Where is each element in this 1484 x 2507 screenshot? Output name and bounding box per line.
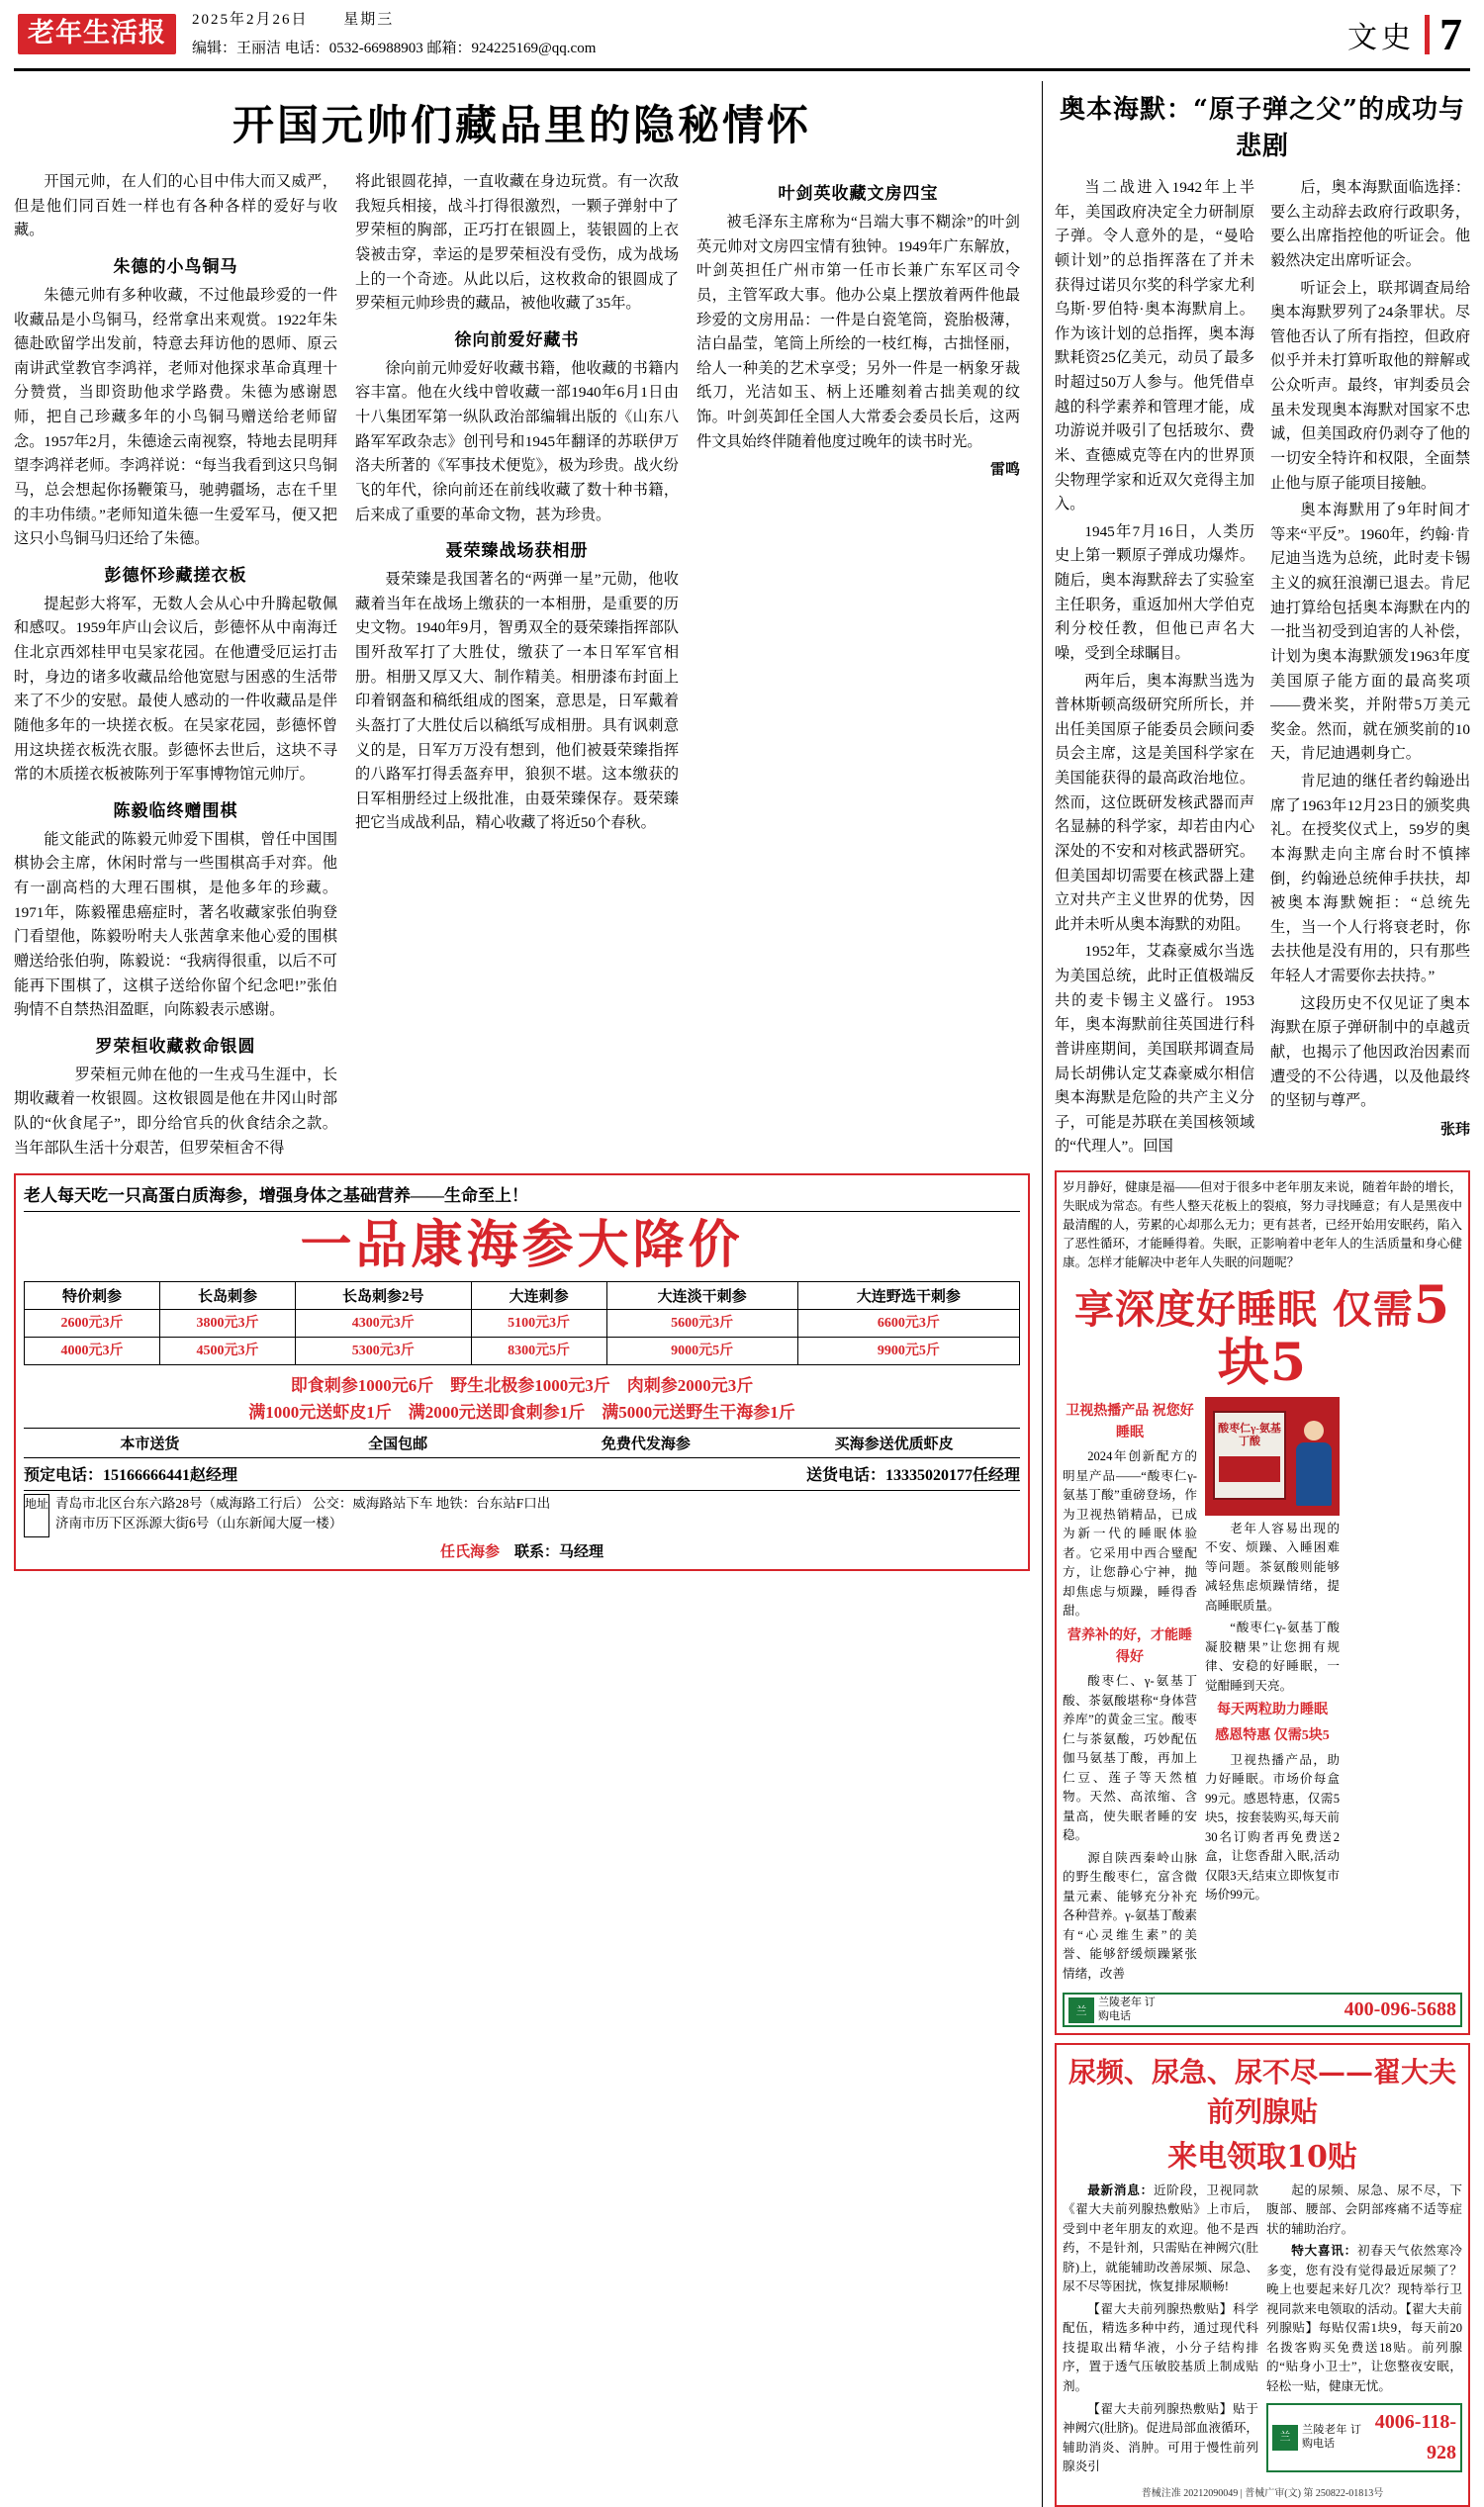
price-table-header-row	[25, 1282, 1020, 1310]
promo-item: 即食刺参1000元6斤	[290, 1376, 434, 1396]
ad-prostate-lead-label: 最新消息：	[1087, 2182, 1154, 2197]
article1-para-6: 聂荣臻是我国著名的“两弹一星”元勋，他收藏着当年在战场上缴获的一本相册，是重要的历史文物。1940年9月，智勇双全的聂荣臻指挥部队围歼敌军打了大胜仗，缴获了一本日军军官相册。相册又厚又大、制作精美。相册漆布封面上印着钢盔和稿纸组成的图案，意思是，日军戴着头盔打了大胜仗后以稿纸写成相册。具有讽刺意义的是，日军万万没有想到，他们被聂荣臻指挥的八路军打得丢盔弃甲，狼狈不堪。这本缴获的日军相册经过上级批准，由聂荣臻保存。聂荣臻把它当成战利品，精心收藏了将近50个春秋。	[355, 571, 679, 832]
article2-byline: 张玮	[1439, 1121, 1470, 1138]
promo-item: 野生北极参1000元3斤	[450, 1376, 610, 1396]
section-name: 文史	[1347, 21, 1415, 54]
product-package	[1213, 1411, 1286, 1500]
ad-sleep-order-brand: 兰陵老年 订购电话	[1098, 1996, 1156, 2022]
delivery-phone-value[interactable]: 13335020177任经理	[884, 1467, 1020, 1485]
ad-prostate-special-label: 特大喜讯：	[1291, 2244, 1357, 2259]
page-number: 7	[1439, 9, 1466, 59]
ad-prostate-special-text: 初春天气依然寒冷多变，您有没有觉得最近尿频了？晚上也要起来好几次？现特举行卫视同款来电领取的活动。【翟大夫前列腺贴】每贴仅需1块9，每天前20名拨客购买免费送18贴。前列腺的“贴身小卫士”，让您整夜安眠，轻松一贴，健康无忧。	[1266, 2244, 1463, 2393]
contact-person: 联系：马经理	[514, 1544, 604, 1561]
ad-prostate-para-4	[1266, 2242, 1462, 2396]
article1-columns	[14, 170, 1030, 1163]
ad-prostate-order-brand: 兰陵老年 订购电话	[1302, 2424, 1361, 2450]
price-col-3: 大连刺参	[471, 1282, 606, 1310]
article1-subhead-1: 朱德的小鸟铜马	[113, 256, 238, 276]
service-item: 全国包邮	[368, 1437, 428, 1453]
service-item: 本市送货	[120, 1437, 180, 1453]
table-row	[25, 1310, 1020, 1338]
contact-line	[24, 1540, 1020, 1561]
right-zone	[1043, 81, 1470, 2507]
ad-sleep-column-1	[1063, 1397, 1197, 1988]
ad-prostate[interactable]	[1055, 2043, 1470, 2507]
ad-sleep-title-part1: 享深度好睡眠	[1073, 1286, 1318, 1334]
section-divider	[1425, 15, 1430, 54]
ad-prostate-column-2	[1266, 2182, 1462, 2480]
ad-sleep-subhead-4: 感恩特惠 仅需5块5	[1215, 1728, 1330, 1744]
delivery-phone-block[interactable]	[806, 1462, 1020, 1485]
article2-column-2	[1270, 176, 1470, 1162]
ad-prostate-footnote: 普械注准 20212090049 | 普械广审(文) 第 250822-01813号	[1141, 2487, 1384, 2499]
article2-para-2: 1945年7月16日，人类历史上第一颗原子弹成功爆炸。随后，奥本海默辞去了实验室主任职务，重返加州大学伯克利分校任教，但他已声名大噪，受到全球瞩目。	[1055, 522, 1254, 662]
order-phone-block[interactable]	[24, 1462, 237, 1485]
ad-sleep-lead: 岁月静好，健康是福——但对于很多中老年朋友来说，随着年龄的增长，失眠成为常态。有些人整天花板上的裂痕，努力寻找睡意；有人是黑夜中最清醒的人，劳累的心却那么无力；更有甚者，已经开始用安眠药，陷入了恶性循环，才能睡得着。失眠，正影响着中老年人的生活质量和身心健康。怎样才能解决中老年人失眠的问题呢？	[1063, 1180, 1462, 1269]
ad-sea-cucumber-title: 一品康海参大降价	[300, 1215, 744, 1276]
promo-item: 满5000元送野生干海参1斤	[602, 1403, 795, 1423]
column-3	[696, 170, 1020, 1163]
price-cell: 2600元3斤	[25, 1310, 160, 1338]
article1-headline: 开国元帅们藏品里的隐秘情怀	[232, 101, 811, 149]
product-image	[1205, 1397, 1340, 1516]
ad-prostate-lead-text: 近阶段，卫视同款《翟大夫前列腺热敷贴》上市后，受到中老年朋友的欢迎。他不是西药，不是针剂，只需贴在神阙穴(肚脐)上，就能辅助改善尿频、尿急、尿不尽等困扰，恢复排尿顺畅!	[1063, 2182, 1259, 2294]
price-cell: 4000元3斤	[25, 1338, 160, 1365]
order-phone-value[interactable]: 15166666441赵经理	[103, 1467, 238, 1485]
newspaper-logo: 老年生活报	[18, 14, 176, 54]
ad-sleep-title	[1063, 1275, 1462, 1393]
article2-para-8: 肯尼迪的继任者约翰逊出席了1963年12月23日的颁奖典礼。在授奖仪式上，59岁的奥本海默走向主席台时不慎摔倒，约翰逊总统伸手扶扶，却被奥本海默婉拒：“总统先生，当一个人行将衰老时，你去扶他是没有用的，只有那些年轻人才需要你去扶持。”	[1270, 773, 1470, 984]
article2-para-6: 听证会上，联邦调查局给奥本海默罗列了24条罪状。尽管他否认了所有指控，但政府似乎并未打算听取他的辩解或公众听声。最终，审判委员会虽未发现奥本海默对国家不忠诚，但美国政府仍剥夺了他的一切安全特许和权限，全面禁止他与原子能项目接触。	[1270, 279, 1470, 492]
service-row	[24, 1428, 1020, 1458]
price-cell: 9900元5斤	[797, 1338, 1019, 1365]
package-text: 酸枣仁γ-氨基丁酸	[1218, 1422, 1281, 1448]
contact-brand: 任氏海参	[439, 1544, 500, 1561]
ad-prostate-column-1	[1063, 2182, 1258, 2480]
promo-item: 满2000元送即食刺参1斤	[408, 1403, 586, 1423]
article1-subhead-3: 陈毅临终赠围棋	[113, 800, 238, 820]
price-col-4: 大连淡干刺参	[606, 1282, 797, 1310]
column-1	[14, 170, 337, 1163]
ad-prostate-order-phone[interactable]: 4006-118-928	[1374, 2410, 1456, 2463]
price-cell: 4300元3斤	[296, 1310, 472, 1338]
page-body	[14, 81, 1470, 2507]
promo-item: 满1000元送虾皮1斤	[248, 1403, 392, 1423]
package-strip	[1219, 1456, 1280, 1482]
editor-contact: 编辑：王丽洁 电话：0532-66988903 邮箱：924225169@qq.com	[192, 40, 597, 56]
phone-row[interactable]	[24, 1462, 1020, 1485]
price-cell: 9000元5斤	[606, 1338, 797, 1365]
address-block	[24, 1490, 1020, 1537]
brand-logo-icon: 兰	[1068, 1997, 1094, 2023]
address-line-1: 青岛市北区台东六路28号（威海路工行后） 公交：威海路站下车 地铁：台东站F口出	[55, 1496, 551, 1512]
ad-prostate-headline-2: 来电领取10贴	[1167, 2139, 1357, 2175]
left-zone	[14, 81, 1043, 2507]
ad-sea-cucumber-topline: 老人每天吃一只高蛋白质海参，增强身体之基础营养——生命至上！	[24, 1181, 1020, 1212]
ad-sleep-para-2: 酸枣仁、γ-氨基丁酸、茶氨酸堪称“身体营养库”的黄金三宝。酸枣仁与茶氨酸，巧妙配伍伽马氨基丁酸，再加上仁豆、莲子等天然植物。天然、高浓缩、含量高，使失眠者睡的安稳。	[1063, 1674, 1197, 1843]
section-indicator	[1347, 8, 1466, 60]
article1-para-2: 提起彭大将军，无数人会从心中升腾起敬佩和感叹。1959年庐山会议后，彭德怀从中南海迁住北京西郊桂甲屯吴家花园。在他遭受厄运打击时，身边的诸多收藏品给他宽慰与困惑的生活带来了不少的安慰。最使人感动的一件收藏品是伴随他多年的一块搓衣板。在吴家花园，彭德怀曾用这块搓衣板洗衣服。彭德怀去世后，这块不寻常的木质搓衣板被陈列于军事博物馆元帅厅。	[14, 595, 337, 784]
ad-prostate-para-2: 【翟大夫前列腺热敷贴】贴于神阙穴(肚脐)。促进局部血液循环，辅助消炎、消肿。可用于慢性前列腺炎引	[1063, 2401, 1258, 2474]
price-cell: 5600元3斤	[606, 1310, 797, 1338]
article1-subhead-5: 徐向前爱好藏书	[454, 329, 580, 349]
ad-sleep-subhead-3: 每天两粒助力睡眠	[1217, 1703, 1328, 1718]
ad-sleep-para-3: 源自陕西秦岭山脉的野生酸枣仁，富含微量元素、能够充分补充各种营养。γ-氨基丁酸素有“心灵维生素”的美誉、能够舒缓烦躁紧张情绪，改善	[1063, 1850, 1197, 1981]
table-row	[25, 1338, 1020, 1365]
article2-para-7: 奥本海默用了9年时间才等来“平反”。1960年，约翰·肯尼迪当选为总统，此时麦卡锡主义的疯狂浪潮已退去。肯尼迪打算给包括奥本海默在内的一批当初受到迫害的人补偿，计划为奥本海默颁发1963年度美国原子能方面的最高奖项——费米奖，并附带5万美元奖金。然而，就在颁奖前的10天，肯尼迪遇刺身亡。	[1270, 502, 1470, 763]
price-col-1: 长岛刺参	[160, 1282, 296, 1310]
article1-subhead-2: 彭德怀珍藏搓衣板	[104, 565, 247, 585]
column-2	[355, 170, 679, 1163]
article2-para-4: 1952年，艾森豪威尔当选为美国总统，此时正值极端反共的麦卡锡主义盛行。1953年，奥本海默前往英国进行科普讲座期间，美国联邦调查局局长胡佛认定艾森豪威尔相信奥本海默是危险的共产主义分子，可能是苏联在美国核领域的“代理人”。回国	[1055, 943, 1254, 1156]
article1-byline: 雷鸣	[989, 462, 1020, 479]
article2-columns	[1055, 176, 1470, 1162]
ad-prostate-order-bar[interactable]	[1266, 2403, 1462, 2472]
service-item: 买海参送优质虾皮	[834, 1437, 954, 1453]
article1-subhead-7: 叶剑英收藏文房四宝	[778, 184, 939, 203]
service-item: 免费代发海参	[601, 1437, 691, 1453]
price-cell: 3800元3斤	[160, 1310, 296, 1338]
address-label: 地址	[24, 1494, 49, 1537]
price-col-5: 大连野选干刺参	[797, 1282, 1019, 1310]
article1-subhead-6: 聂荣臻战场获相册	[445, 541, 589, 561]
ad-sleep-para-1: 2024年创新配方的明星产品——“酸枣仁γ-氨基丁酸”重磅登场，作为卫视热销精品，已成为新一代的睡眠体验者。它采用中西合璧配方，让您静心宁神，抛却焦虑与烦躁，睡得香甜。	[1063, 1449, 1197, 1619]
price-col-2: 长岛刺参2号	[296, 1282, 472, 1310]
price-cell: 8300元5斤	[471, 1338, 606, 1365]
ad-sleep-para-5: “酸枣仁γ-氨基丁酸凝胶糖果”让您拥有规律、安稳的好睡眠，一觉酣睡到天亮。	[1205, 1621, 1340, 1693]
ad-prostate-para-3: 起的尿频、尿急、尿不尽，下腹部、腰部、会阴部疼痛不适等症状的辅助治疗。	[1266, 2182, 1462, 2236]
ad-prostate-headline-1	[1063, 2051, 1462, 2130]
model-figure	[1292, 1421, 1336, 1516]
article2-para-9: 这段历史不仅见证了奥本海默在原子弹研制中的卓越贡献，也揭示了他因政治因素而遭受的不公待遇，以及他最终的坚韧与尊严。	[1270, 994, 1470, 1110]
ad-sleep-order-phone[interactable]: 400-096-5688	[1344, 1998, 1456, 2021]
ad-prostate-headline-1b: 翟大夫前列腺贴	[1206, 2055, 1457, 2128]
promo-item: 肉刺参2000元3斤	[626, 1376, 754, 1396]
article1-para-4b: 将此银圆花掉，一直收藏在身边玩赏。有一次敌我短兵相接，战斗打得很激烈，一颗子弹射中了罗荣桓的胸部，正巧打在银圆上，装银圆的上衣袋被击穿，幸运的是罗荣桓没有受伤，成为战场上的一个奇迹。从此以后，这枚救命的银圆成了罗荣桓元帅珍贵的藏品，被他收藏了35年。	[355, 173, 679, 313]
ad-sleep-para-6: 卫视热播产品，助力好睡眠。市场价每盒99元。感恩特惠，仅需5块5，按套装购买,每天前30名订购者再免费送2盒，让您香甜入眠,活动仅限3天,结束立即恢复市场价99元。	[1205, 1752, 1340, 1903]
article1-lead: 开国元帅，在人们的心目中伟大而又威严，但是他们同百姓一样也有各种各样的爱好与收藏。	[14, 173, 337, 239]
model-head	[1304, 1421, 1324, 1440]
ad-sleep-column-2	[1205, 1397, 1340, 1988]
article2-column-1	[1055, 176, 1254, 1162]
ad-prostate-headline-1a: 尿频、尿急、尿不尽——	[1067, 2055, 1373, 2089]
article2-para-5: 后，奥本海默面临选择：要么主动辞去政府行政职务，要么出席指控他的听证会。他毅然决定出席听证会。	[1270, 179, 1470, 269]
delivery-phone-label: 送货电话：	[805, 1467, 885, 1485]
ad-prostate-para-1: 【翟大夫前列腺热敷贴】科学配伍，精选多种中药，通过现代科技提取出精华液，小分子结构排序，置于透气压敏胶基质上制成贴剂。	[1063, 2301, 1258, 2393]
price-table	[24, 1281, 1020, 1365]
ad-prostate-lead	[1063, 2182, 1258, 2297]
price-cell: 5300元3斤	[296, 1338, 472, 1365]
promo-row-1	[24, 1371, 1020, 1396]
address-line-2: 济南市历下区泺源大街6号（山东新闻大厦一楼）	[55, 1516, 343, 1532]
article1-para-5: 徐向前元帅爱好收藏书籍，他收藏的书籍内容丰富。他在火线中曾收藏一部1940年6月1日由十八集团军第一纵队政治部编辑出版的《山东八路军军政杂志》创刊号和1945年翻译的苏联伊万洛夫所著的《军事技术便览》，极为珍贵。战火纷飞的年代，徐向前还在前线收藏了数十种书籍，后来成了重要的革命文物，甚为珍贵。	[355, 359, 679, 523]
article1-para-4a: 罗荣桓元帅在他的一生戎马生涯中，长期收藏着一枚银圆。这枚银圆是他在井冈山时部队的“伙食尾子”，即分给官兵的伙食结余之款。当年部队生活十分艰苦，但罗荣桓舍不得	[14, 1066, 337, 1157]
model-body	[1296, 1442, 1332, 1506]
ad-sleep-subhead-1: 卫视热播产品 祝您好睡眠	[1066, 1403, 1194, 1440]
ad-sleep-price: 5块5	[1217, 1275, 1451, 1393]
article1-subhead-4: 罗荣桓收藏救命银圆	[95, 1036, 256, 1056]
price-cell: 4500元3斤	[160, 1338, 296, 1365]
publish-date: 2025年2月26日	[192, 12, 309, 28]
article1-para-7: 被毛泽东主席称为“吕端大事不糊涂”的叶剑英元帅对文房四宝情有独钟。1949年广东解放，叶剑英担任广州市第一任市长兼广东军区司令员，主管军政大事。他办公桌上摆放着两件他最珍爱的文房用品：一件是白瓷笔筒，瓷胎极薄，洁白晶莹，笔筒上所绘的一枝红梅，古拙怪丽，给人一种美的艺术享受；另外一件是一柄象牙裁纸刀，光洁如玉、柄上还雕刻着古拙美观的纹饰。叶剑英卸任全国人大常委会委员长后，这两件文具始终伴随着他度过晚年的读书时光。	[696, 214, 1020, 450]
order-phone-label: 预定电话：	[24, 1467, 104, 1485]
masthead	[14, 0, 1470, 71]
price-cell: 6600元3斤	[797, 1310, 1019, 1338]
article2-para-3: 两年后，奥本海默当选为普林斯顿高级研究所所长，并出任美国原子能委员会顾问委员会主席，这是美国科学家在美国能获得的最高政治地位。然而，这位既研发核武器而声名显赫的科学家，却若由内心深处的不安和对核武器研究。但美国却切需要在核武器上建立对共产主义世界的优势，因此并未听从奥本海默的劝阻。	[1055, 672, 1254, 933]
price-cell: 5100元3斤	[471, 1310, 606, 1338]
ad-sleep-para-4: 老年人容易出现的不安、烦躁、入睡困难等问题。茶氨酸则能够减轻焦虑烦躁情绪，提高睡眠质量。	[1205, 1521, 1340, 1613]
masthead-info	[192, 6, 1347, 62]
ad-sleep[interactable]	[1055, 1170, 1470, 2035]
brand-logo-icon: 兰	[1272, 2425, 1298, 2451]
article1-para-3: 能文能武的陈毅元帅爱下围棋，曾任中国围棋协会主席，休闲时常与一些围棋高手对弈。他有一副高档的大理石围棋，是他多年的珍藏。1971年，陈毅罹患癌症时，著名收藏家张伯驹登门看望他，陈毅吩咐夫人张茜拿来他心爱的围棋赠送给张伯驹，陈毅说：“我病得很重，以后不可能再下围棋了，这棋子送给你留个纪念吧!”张伯驹情不自禁热泪盈眶，向陈毅表示感谢。	[14, 830, 337, 1019]
ad-sleep-subhead-2: 营养补的好，才能睡得好	[1067, 1627, 1192, 1665]
promo-row-2	[24, 1398, 1020, 1423]
ad-sleep-order-bar[interactable]	[1063, 1993, 1462, 2026]
article1-para-1: 朱德元帅有多种收藏，不过他最珍爱的一件收藏品是小鸟铜马，经常拿出来观赏。1922年朱德赴欧留学出发前，特意去拜访他的恩师、原云南讲武堂教官李鸿祥，老师对他探求革命真理十分赞赏，当即资助他求学路费。朱德为感谢恩师，把自己珍藏多年的小鸟铜马赠送给老师留念。1957年2月，朱德途云南视察，特地去昆明拜望李鸿祥老师。李鸿祥说：“每当我看到这只鸟铜马，总会想起你扬鞭策马，驰骋疆场，志在千里的丰功伟绩。”老师知道朱德一生爱军马，便又把这只小鸟铜马归还给了朱德。	[14, 286, 337, 548]
weekday: 星期三	[343, 12, 395, 28]
article2-para-1: 当二战进入1942年上半年，美国政府决定全力研制原子弹。令人意外的是，“曼哈顿计划”的总指挥落在了并未获得过诺贝尔奖的科学家尤利乌斯·罗伯特·奥本海默肩上。作为该计划的总指挥，奥本海默耗资25亿美元，动员了最多时超过50万人参与。他凭借卓越的科学素养和管理才能，成功游说并吸引了包括玻尔、费米、查德威克等在内的世界顶尖物理学家和近双欠竞得主加入。	[1055, 179, 1254, 513]
article2-headline: 奥本海默：“原子弹之父”的成功与悲剧	[1060, 95, 1465, 161]
ad-sea-cucumber[interactable]	[14, 1173, 1030, 1571]
price-col-0: 特价刺参	[25, 1282, 160, 1310]
ad-sleep-title-part2: 仅需	[1332, 1286, 1414, 1334]
